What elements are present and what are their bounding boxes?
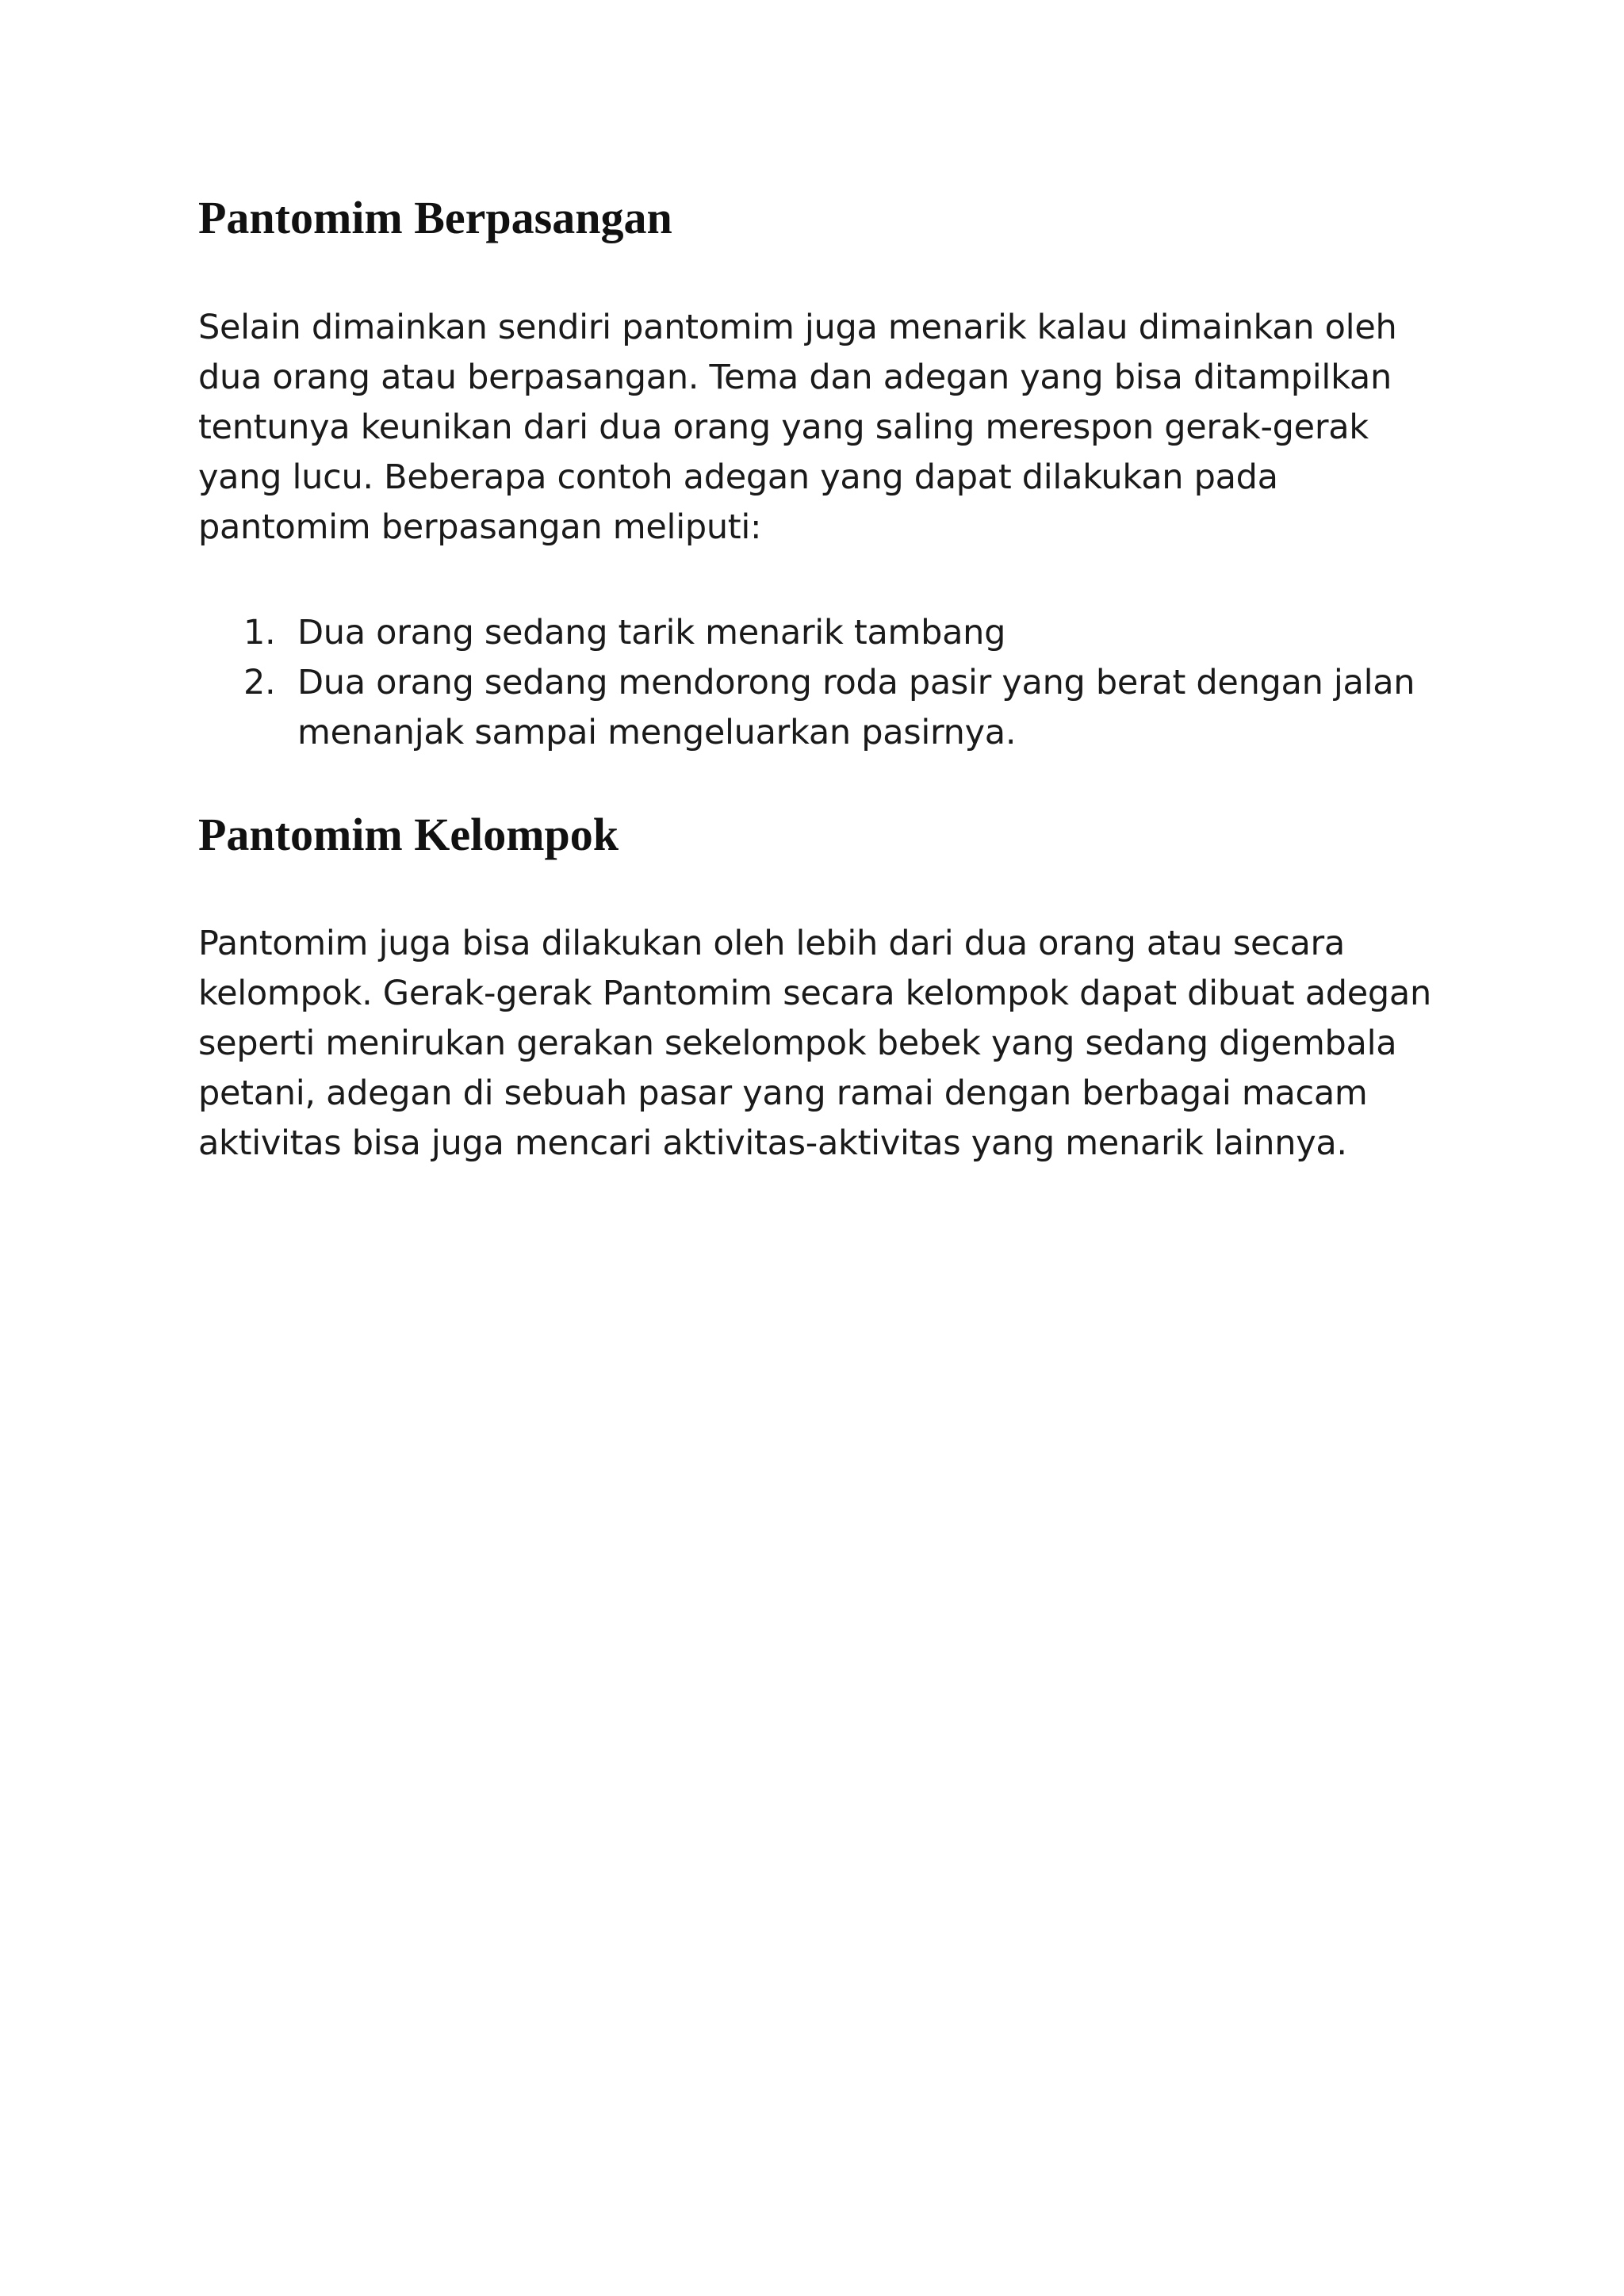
section-paragraph: Pantomim juga bisa dilakukan oleh lebih dari dua orang atau secara kelompok. Gerak-gerak Pantomim secara kelompok dapat dibuat adegan seperti menirukan gerakan sekelompok bebek yang sedang digembala petani, adegan di sebuah pasar yang ramai dengan berbagai macam aktivitas bisa juga mencari aktivitas-aktivitas yang menarik lainnya.	[198, 924, 1431, 1164]
list-item	[198, 608, 1451, 658]
section-paragraph: Selain dimainkan sendiri pantomim juga menarik kalau dimainkan oleh dua orang atau berpasangan. Tema dan adegan yang bisa ditampilkan tentunya keunikan dari dua orang yang saling merespon gerak-gerak yang lucu. Beberapa contoh adegan yang dapat dilakukan pada pantomim berpasangan meliputi:	[198, 307, 1397, 547]
list-item-text: Dua orang sedang tarik menarik tambang	[297, 612, 1006, 652]
section-heading: Pantomim Berpasangan	[198, 192, 672, 243]
list-item-text: Dua orang sedang mendorong roda pasir yang berat dengan jalan menanjak sampai mengeluarkan pasirnya.	[297, 662, 1415, 752]
list-item-number: 1.	[243, 612, 276, 652]
list-item-number: 2.	[243, 662, 276, 702]
list-item	[198, 658, 1451, 758]
document-content	[198, 190, 1451, 1169]
section-heading: Pantomim Kelompok	[198, 808, 619, 860]
numbered-list	[198, 608, 1451, 758]
section-pantomim-berpasangan	[198, 190, 1451, 758]
section-pantomim-kelompok	[198, 807, 1451, 1169]
